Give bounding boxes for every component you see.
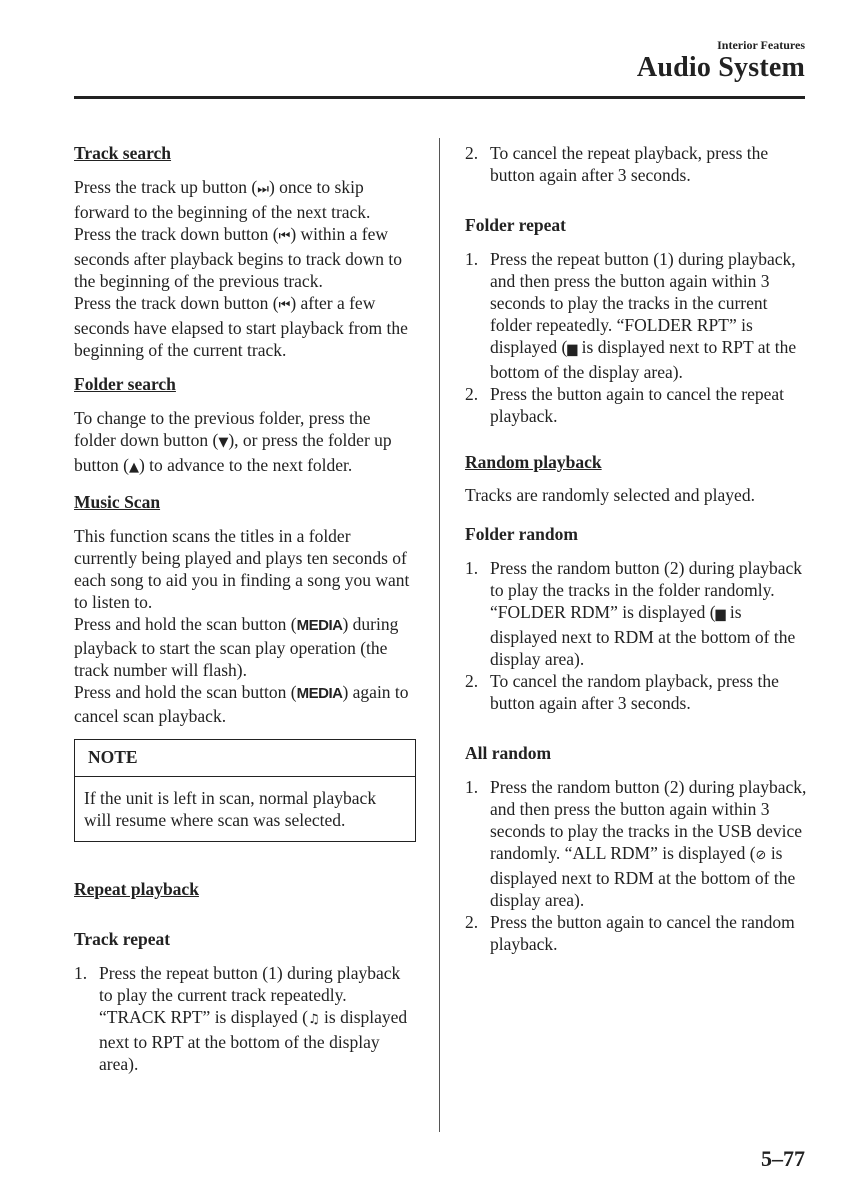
track-repeat-list	[74, 962, 416, 1075]
list-item: 1. Press the random button (2) during playback to play the tracks in the folder randomly. “FOLDER RDM” is displayed (▆ is displayed next to RDM at the bottom of the display area).	[465, 558, 803, 669]
music-scan-p2: Press and hold the scan button (MEDIA) during playback to start the scan play operation (the track number will flash).	[74, 614, 399, 680]
note-heading: NOTE	[75, 740, 415, 777]
down-triangle-icon: ▼	[218, 435, 229, 450]
track-search-body	[74, 176, 416, 361]
list-item: 2. Press the button again to cancel the repeat playback.	[465, 384, 784, 426]
folder-random-list	[465, 557, 810, 714]
folder-search-body: To change to the previous folder, press the folder down button (▼), or press the folder up button (▲) to advance to the next folder.	[74, 408, 392, 475]
media-button-label: MEDIA	[296, 617, 343, 634]
track-up-icon: ⏭	[257, 182, 269, 197]
all-random-list	[465, 776, 810, 955]
track-repeat-heading: Track repeat	[74, 929, 171, 949]
folder-search-heading: Folder search	[74, 374, 176, 394]
repeat-playback-heading: Repeat playback	[74, 879, 199, 899]
header-rule	[74, 96, 805, 99]
track-search-p2: Press the track down button (⏮) within a few seconds after playback begins to track down to the beginning of the previous track.	[74, 224, 403, 291]
list-item: 2. Press the button again to cancel the random playback.	[465, 912, 795, 954]
left-column	[74, 142, 416, 1075]
folder-random-heading: Folder random	[465, 524, 578, 544]
page-title: Audio System	[636, 52, 805, 83]
list-item: 1. Press the repeat button (1) during playback, and then press the button again within 3 seconds to play the tracks in the current folder repeatedly. “FOLDER RPT” is displayed (▆ is displayed next to RPT at the bottom of the display area).	[465, 249, 797, 382]
music-note-icon: ♫	[308, 1012, 320, 1027]
note-body: If the unit is left in scan, normal playback will resume where scan was selected.	[84, 788, 377, 830]
all-random-heading: All random	[465, 743, 552, 763]
random-playback-heading: Random playback	[465, 452, 602, 472]
music-scan-p3: Press and hold the scan button (MEDIA) again to cancel scan playback.	[74, 682, 409, 726]
track-search-p3: Press the track down button (⏮) after a few seconds have elapsed to start playback from the beginning of the current track.	[74, 293, 408, 360]
music-scan-body	[74, 525, 416, 727]
list-item: 2. To cancel the random playback, press the button again after 3 seconds.	[465, 671, 779, 713]
list-item: 1. Press the repeat button (1) during playback to play the current track repeatedly. “TRACK RPT” is displayed (♫ is displayed next to RPT at the bottom of the display area).	[74, 963, 408, 1074]
folder-repeat-list	[465, 248, 810, 427]
track-down-icon: ⏮	[278, 229, 291, 244]
list-item: 1. Press the random button (2) during playback, and then press the button again within 3 seconds to play the tracks in the USB device randomly. “ALL RDM” is displayed (⊘ is displayed next to RDM at the bottom of the display area).	[465, 777, 807, 910]
page-number: 5–77	[761, 1146, 805, 1171]
up-triangle-icon: ▲	[128, 460, 139, 475]
folder-repeat-heading: Folder repeat	[465, 215, 566, 235]
track-repeat-list-cont	[465, 142, 810, 186]
note-box	[74, 739, 416, 842]
track-search-p1: Press the track up button (⏭) once to skip forward to the beginning of the next track.	[74, 177, 371, 222]
track-search-heading: Track search	[74, 143, 172, 163]
folder-icon: ▆	[715, 607, 726, 622]
random-disc-icon: ⊘	[755, 848, 767, 863]
list-item: 2. To cancel the repeat playback, press the button again after 3 seconds.	[465, 143, 769, 185]
random-playback-body: Tracks are randomly selected and played.	[465, 485, 755, 505]
header-section: Interior Features	[717, 38, 805, 52]
music-scan-p1: This function scans the titles in a folder currently being played and plays ten seconds of each song to aid you in finding a song you want to listen to.	[74, 526, 410, 612]
column-divider	[439, 138, 440, 1132]
folder-icon: ▆	[567, 342, 578, 357]
media-button-label: MEDIA	[296, 685, 343, 702]
right-column	[465, 142, 810, 955]
music-scan-heading: Music Scan	[74, 492, 161, 512]
track-down-icon: ⏮	[278, 298, 291, 313]
